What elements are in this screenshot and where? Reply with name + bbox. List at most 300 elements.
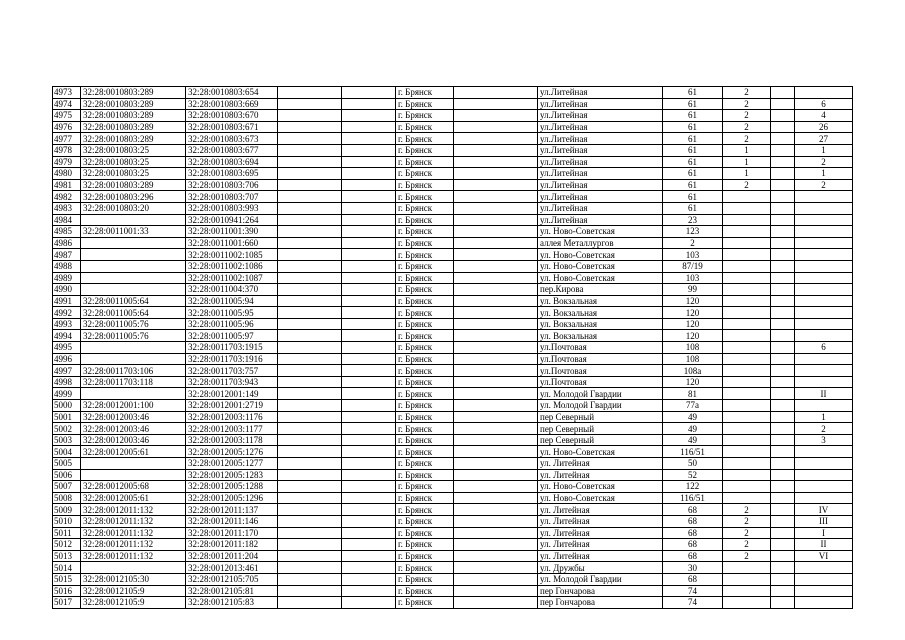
house-number-cell: 108 bbox=[663, 342, 723, 354]
empty-cell bbox=[342, 573, 396, 585]
parent-cadastral-number-cell: 32:28:0012011:132 bbox=[81, 539, 186, 551]
row-number-cell: 5003 bbox=[53, 434, 81, 446]
parent-cadastral-number-cell bbox=[81, 353, 186, 365]
empty-cell bbox=[771, 411, 795, 423]
parent-cadastral-number-cell: 32:28:0011703:118 bbox=[81, 376, 186, 388]
city-cell: г. Брянск bbox=[396, 411, 454, 423]
city-cell: г. Брянск bbox=[396, 400, 454, 412]
cadastral-number-cell: 32:28:0010803:670 bbox=[186, 110, 278, 122]
empty-cell bbox=[342, 237, 396, 249]
street-cell: ул. Литейная bbox=[538, 469, 663, 481]
house-number-cell: 68 bbox=[663, 527, 723, 539]
house-number-cell: 68 bbox=[663, 550, 723, 562]
table-row bbox=[53, 504, 853, 516]
empty-cell bbox=[278, 156, 342, 168]
city-cell: г. Брянск bbox=[396, 144, 454, 156]
row-number-cell: 4980 bbox=[53, 168, 81, 180]
parent-cadastral-number-cell: 32:28:0010803:25 bbox=[81, 156, 186, 168]
street-cell: ул.Почтовая bbox=[538, 376, 663, 388]
street-cell: ул.Литейная bbox=[538, 191, 663, 203]
cadastral-number-cell: 32:28:0011005:97 bbox=[186, 330, 278, 342]
cadastral-number-cell: 32:28:0012005:1276 bbox=[186, 446, 278, 458]
empty-cell bbox=[342, 527, 396, 539]
city-cell: г. Брянск bbox=[396, 376, 454, 388]
room-number-cell: 27 bbox=[795, 133, 853, 145]
cadastral-number-cell: 32:28:0012001:149 bbox=[186, 388, 278, 400]
street-cell: ул. Ново-Советская bbox=[538, 492, 663, 504]
parent-cadastral-number-cell: 32:28:0012005:68 bbox=[81, 481, 186, 493]
house-number-cell: 68 bbox=[663, 504, 723, 516]
city-cell: г. Брянск bbox=[396, 307, 454, 319]
empty-cell bbox=[454, 87, 538, 99]
city-cell: г. Брянск bbox=[396, 550, 454, 562]
cadastral-number-cell: 32:28:0012001:2719 bbox=[186, 400, 278, 412]
city-cell: г. Брянск bbox=[396, 168, 454, 180]
empty-cell bbox=[771, 87, 795, 99]
empty-cell bbox=[454, 573, 538, 585]
parent-cadastral-number-cell bbox=[81, 469, 186, 481]
empty-cell bbox=[454, 353, 538, 365]
table-row bbox=[53, 330, 853, 342]
row-number-cell: 4985 bbox=[53, 226, 81, 238]
street-cell: пер Гончарова bbox=[538, 597, 663, 609]
empty-cell bbox=[771, 318, 795, 330]
table-row bbox=[53, 272, 853, 284]
house-number-cell: 52 bbox=[663, 469, 723, 481]
empty-cell bbox=[771, 423, 795, 435]
room-number-cell bbox=[795, 562, 853, 574]
street-cell: пер Северный bbox=[538, 434, 663, 446]
row-number-cell: 5016 bbox=[53, 585, 81, 597]
floor-cell bbox=[723, 214, 771, 226]
floor-cell bbox=[723, 434, 771, 446]
house-number-cell: 99 bbox=[663, 284, 723, 296]
floor-cell bbox=[723, 376, 771, 388]
house-number-cell: 61 bbox=[663, 144, 723, 156]
registry-sheet bbox=[52, 86, 852, 609]
floor-cell bbox=[723, 272, 771, 284]
city-cell: г. Брянск bbox=[396, 365, 454, 377]
empty-cell bbox=[342, 353, 396, 365]
empty-cell bbox=[278, 562, 342, 574]
parent-cadastral-number-cell: 32:28:0011005:76 bbox=[81, 318, 186, 330]
city-cell: г. Брянск bbox=[396, 249, 454, 261]
floor-cell bbox=[723, 330, 771, 342]
room-number-cell bbox=[795, 492, 853, 504]
street-cell: ул.Литейная bbox=[538, 156, 663, 168]
street-cell: ул.Литейная bbox=[538, 133, 663, 145]
floor-cell bbox=[723, 423, 771, 435]
house-number-cell: 61 bbox=[663, 179, 723, 191]
empty-cell bbox=[278, 527, 342, 539]
empty-cell bbox=[771, 458, 795, 470]
cadastral-number-cell: 32:28:0011005:94 bbox=[186, 295, 278, 307]
empty-cell bbox=[278, 237, 342, 249]
city-cell: г. Брянск bbox=[396, 504, 454, 516]
table-row bbox=[53, 121, 853, 133]
empty-cell bbox=[454, 434, 538, 446]
city-cell: г. Брянск bbox=[396, 562, 454, 574]
table-row bbox=[53, 492, 853, 504]
cadastral-number-cell: 32:28:0012011:146 bbox=[186, 515, 278, 527]
cadastral-number-cell: 32:28:0012105:81 bbox=[186, 585, 278, 597]
empty-cell bbox=[342, 411, 396, 423]
empty-cell bbox=[771, 330, 795, 342]
empty-cell bbox=[278, 260, 342, 272]
empty-cell bbox=[342, 365, 396, 377]
empty-cell bbox=[771, 562, 795, 574]
row-number-cell: 5007 bbox=[53, 481, 81, 493]
empty-cell bbox=[454, 400, 538, 412]
city-cell: г. Брянск bbox=[396, 121, 454, 133]
row-number-cell: 4998 bbox=[53, 376, 81, 388]
table-row bbox=[53, 226, 853, 238]
table-row bbox=[53, 110, 853, 122]
row-number-cell: 4975 bbox=[53, 110, 81, 122]
empty-cell bbox=[278, 423, 342, 435]
empty-cell bbox=[342, 458, 396, 470]
room-number-cell bbox=[795, 87, 853, 99]
empty-cell bbox=[278, 504, 342, 516]
table-row bbox=[53, 168, 853, 180]
house-number-cell: 120 bbox=[663, 295, 723, 307]
floor-cell bbox=[723, 388, 771, 400]
row-number-cell: 4977 bbox=[53, 133, 81, 145]
table-row bbox=[53, 411, 853, 423]
empty-cell bbox=[771, 434, 795, 446]
empty-cell bbox=[454, 469, 538, 481]
cadastral-number-cell: 32:28:0011004:370 bbox=[186, 284, 278, 296]
empty-cell bbox=[278, 226, 342, 238]
floor-cell bbox=[723, 295, 771, 307]
empty-cell bbox=[771, 515, 795, 527]
floor-cell: 2 bbox=[723, 179, 771, 191]
room-number-cell bbox=[795, 191, 853, 203]
city-cell: г. Брянск bbox=[396, 318, 454, 330]
empty-cell bbox=[278, 376, 342, 388]
parent-cadastral-number-cell: 32:28:0012105:9 bbox=[81, 597, 186, 609]
house-number-cell: 74 bbox=[663, 597, 723, 609]
floor-cell bbox=[723, 492, 771, 504]
house-number-cell: 23 bbox=[663, 214, 723, 226]
empty-cell bbox=[342, 144, 396, 156]
house-number-cell: 2 bbox=[663, 237, 723, 249]
empty-cell bbox=[454, 249, 538, 261]
empty-cell bbox=[454, 284, 538, 296]
empty-cell bbox=[454, 388, 538, 400]
street-cell: ул. Ново-Советская bbox=[538, 481, 663, 493]
floor-cell bbox=[723, 585, 771, 597]
house-number-cell: 50 bbox=[663, 458, 723, 470]
cadastral-number-cell: 32:28:0011005:95 bbox=[186, 307, 278, 319]
city-cell: г. Брянск bbox=[396, 388, 454, 400]
table-row bbox=[53, 214, 853, 226]
cadastral-number-cell: 32:28:0012003:1176 bbox=[186, 411, 278, 423]
empty-cell bbox=[278, 284, 342, 296]
empty-cell bbox=[454, 481, 538, 493]
parent-cadastral-number-cell: 32:28:0010803:289 bbox=[81, 179, 186, 191]
empty-cell bbox=[278, 550, 342, 562]
empty-cell bbox=[342, 434, 396, 446]
empty-cell bbox=[342, 295, 396, 307]
parent-cadastral-number-cell: 32:28:0012011:132 bbox=[81, 550, 186, 562]
room-number-cell bbox=[795, 400, 853, 412]
floor-cell: 1 bbox=[723, 156, 771, 168]
parent-cadastral-number-cell: 32:28:0010803:289 bbox=[81, 87, 186, 99]
house-number-cell: 49 bbox=[663, 423, 723, 435]
street-cell: ул. Вокзальная bbox=[538, 330, 663, 342]
room-number-cell: 2 bbox=[795, 156, 853, 168]
street-cell: ул.Литейная bbox=[538, 121, 663, 133]
cadastral-number-cell: 32:28:0011703:757 bbox=[186, 365, 278, 377]
cadastral-number-cell: 32:28:0010803:669 bbox=[186, 98, 278, 110]
floor-cell bbox=[723, 260, 771, 272]
empty-cell bbox=[342, 191, 396, 203]
house-number-cell: 68 bbox=[663, 515, 723, 527]
room-number-cell bbox=[795, 284, 853, 296]
empty-cell bbox=[342, 307, 396, 319]
row-number-cell: 5004 bbox=[53, 446, 81, 458]
empty-cell bbox=[771, 597, 795, 609]
row-number-cell: 5001 bbox=[53, 411, 81, 423]
table-row bbox=[53, 144, 853, 156]
house-number-cell: 103 bbox=[663, 249, 723, 261]
parent-cadastral-number-cell bbox=[81, 214, 186, 226]
floor-cell bbox=[723, 342, 771, 354]
parent-cadastral-number-cell: 32:28:0012003:46 bbox=[81, 411, 186, 423]
room-number-cell: 4 bbox=[795, 110, 853, 122]
house-number-cell: 61 bbox=[663, 121, 723, 133]
house-number-cell: 116/51 bbox=[663, 492, 723, 504]
table-row bbox=[53, 597, 853, 609]
empty-cell bbox=[278, 307, 342, 319]
row-number-cell: 5005 bbox=[53, 458, 81, 470]
table-row bbox=[53, 179, 853, 191]
parent-cadastral-number-cell bbox=[81, 284, 186, 296]
parent-cadastral-number-cell bbox=[81, 458, 186, 470]
empty-cell bbox=[278, 295, 342, 307]
room-number-cell: 2 bbox=[795, 423, 853, 435]
street-cell: пер Северный bbox=[538, 423, 663, 435]
empty-cell bbox=[278, 133, 342, 145]
room-number-cell bbox=[795, 376, 853, 388]
parent-cadastral-number-cell: 32:28:0011703:106 bbox=[81, 365, 186, 377]
empty-cell bbox=[278, 110, 342, 122]
house-number-cell: 49 bbox=[663, 411, 723, 423]
empty-cell bbox=[454, 226, 538, 238]
table-row bbox=[53, 585, 853, 597]
table-row bbox=[53, 400, 853, 412]
empty-cell bbox=[771, 481, 795, 493]
empty-cell bbox=[771, 226, 795, 238]
empty-cell bbox=[771, 573, 795, 585]
property-registry-table bbox=[52, 86, 853, 609]
cadastral-number-cell: 32:28:0011001:390 bbox=[186, 226, 278, 238]
floor-cell bbox=[723, 469, 771, 481]
floor-cell: 2 bbox=[723, 133, 771, 145]
room-number-cell bbox=[795, 214, 853, 226]
table-row bbox=[53, 353, 853, 365]
empty-cell bbox=[342, 481, 396, 493]
room-number-cell: IV bbox=[795, 504, 853, 516]
empty-cell bbox=[454, 121, 538, 133]
room-number-cell: III bbox=[795, 515, 853, 527]
empty-cell bbox=[771, 202, 795, 214]
street-cell: ул. Ново-Советская bbox=[538, 260, 663, 272]
empty-cell bbox=[278, 249, 342, 261]
room-number-cell bbox=[795, 481, 853, 493]
empty-cell bbox=[771, 121, 795, 133]
floor-cell bbox=[723, 307, 771, 319]
house-number-cell: 74 bbox=[663, 585, 723, 597]
row-number-cell: 4984 bbox=[53, 214, 81, 226]
floor-cell bbox=[723, 202, 771, 214]
parent-cadastral-number-cell: 32:28:0012011:132 bbox=[81, 515, 186, 527]
floor-cell bbox=[723, 353, 771, 365]
street-cell: ул.Литейная bbox=[538, 110, 663, 122]
empty-cell bbox=[771, 376, 795, 388]
empty-cell bbox=[771, 191, 795, 203]
empty-cell bbox=[454, 539, 538, 551]
floor-cell bbox=[723, 400, 771, 412]
table-row bbox=[53, 562, 853, 574]
empty-cell bbox=[454, 318, 538, 330]
city-cell: г. Брянск bbox=[396, 539, 454, 551]
empty-cell bbox=[454, 144, 538, 156]
city-cell: г. Брянск bbox=[396, 133, 454, 145]
parent-cadastral-number-cell: 32:28:0012003:46 bbox=[81, 423, 186, 435]
cadastral-number-cell: 32:28:0010803:993 bbox=[186, 202, 278, 214]
parent-cadastral-number-cell: 32:28:0010803:25 bbox=[81, 144, 186, 156]
city-cell: г. Брянск bbox=[396, 446, 454, 458]
row-number-cell: 4982 bbox=[53, 191, 81, 203]
room-number-cell bbox=[795, 272, 853, 284]
cadastral-number-cell: 32:28:0011002:1086 bbox=[186, 260, 278, 272]
room-number-cell: 6 bbox=[795, 98, 853, 110]
empty-cell bbox=[771, 168, 795, 180]
table-row bbox=[53, 376, 853, 388]
empty-cell bbox=[454, 504, 538, 516]
table-row bbox=[53, 573, 853, 585]
city-cell: г. Брянск bbox=[396, 98, 454, 110]
empty-cell bbox=[454, 550, 538, 562]
city-cell: г. Брянск bbox=[396, 202, 454, 214]
room-number-cell bbox=[795, 318, 853, 330]
cadastral-number-cell: 32:28:0012105:83 bbox=[186, 597, 278, 609]
empty-cell bbox=[278, 202, 342, 214]
empty-cell bbox=[454, 214, 538, 226]
empty-cell bbox=[342, 133, 396, 145]
parent-cadastral-number-cell: 32:28:0012001:100 bbox=[81, 400, 186, 412]
city-cell: г. Брянск bbox=[396, 179, 454, 191]
street-cell: ул. Молодой Гвардии bbox=[538, 400, 663, 412]
house-number-cell: 120 bbox=[663, 330, 723, 342]
city-cell: г. Брянск bbox=[396, 110, 454, 122]
empty-cell bbox=[342, 515, 396, 527]
parent-cadastral-number-cell bbox=[81, 272, 186, 284]
empty-cell bbox=[342, 98, 396, 110]
empty-cell bbox=[454, 202, 538, 214]
house-number-cell: 120 bbox=[663, 318, 723, 330]
empty-cell bbox=[454, 168, 538, 180]
empty-cell bbox=[342, 272, 396, 284]
room-number-cell bbox=[795, 260, 853, 272]
empty-cell bbox=[771, 365, 795, 377]
floor-cell: 1 bbox=[723, 144, 771, 156]
street-cell: ул.Литейная bbox=[538, 98, 663, 110]
empty-cell bbox=[278, 411, 342, 423]
empty-cell bbox=[771, 133, 795, 145]
empty-cell bbox=[454, 179, 538, 191]
row-number-cell: 4973 bbox=[53, 87, 81, 99]
empty-cell bbox=[342, 121, 396, 133]
row-number-cell: 4978 bbox=[53, 144, 81, 156]
empty-cell bbox=[278, 539, 342, 551]
empty-cell bbox=[454, 133, 538, 145]
row-number-cell: 5000 bbox=[53, 400, 81, 412]
floor-cell: 1 bbox=[723, 168, 771, 180]
table-row bbox=[53, 260, 853, 272]
empty-cell bbox=[454, 585, 538, 597]
room-number-cell bbox=[795, 458, 853, 470]
row-number-cell: 5006 bbox=[53, 469, 81, 481]
parent-cadastral-number-cell: 32:28:0010803:25 bbox=[81, 168, 186, 180]
house-number-cell: 61 bbox=[663, 110, 723, 122]
parent-cadastral-number-cell bbox=[81, 249, 186, 261]
empty-cell bbox=[454, 110, 538, 122]
room-number-cell: 3 bbox=[795, 434, 853, 446]
empty-cell bbox=[771, 284, 795, 296]
empty-cell bbox=[342, 168, 396, 180]
row-number-cell: 4981 bbox=[53, 179, 81, 191]
house-number-cell: 61 bbox=[663, 168, 723, 180]
street-cell: ул. Ново-Советская bbox=[538, 446, 663, 458]
empty-cell bbox=[278, 179, 342, 191]
empty-cell bbox=[771, 98, 795, 110]
empty-cell bbox=[342, 179, 396, 191]
empty-cell bbox=[454, 597, 538, 609]
street-cell: ул. Ново-Советская bbox=[538, 226, 663, 238]
floor-cell bbox=[723, 365, 771, 377]
empty-cell bbox=[771, 353, 795, 365]
empty-cell bbox=[771, 527, 795, 539]
table-row bbox=[53, 527, 853, 539]
city-cell: г. Брянск bbox=[396, 330, 454, 342]
street-cell: пер Гончарова bbox=[538, 585, 663, 597]
empty-cell bbox=[342, 156, 396, 168]
empty-cell bbox=[771, 469, 795, 481]
room-number-cell: II bbox=[795, 388, 853, 400]
room-number-cell: 1 bbox=[795, 168, 853, 180]
room-number-cell bbox=[795, 365, 853, 377]
empty-cell bbox=[454, 295, 538, 307]
empty-cell bbox=[771, 446, 795, 458]
city-cell: г. Брянск bbox=[396, 191, 454, 203]
row-number-cell: 4988 bbox=[53, 260, 81, 272]
cadastral-number-cell: 32:28:0011703:943 bbox=[186, 376, 278, 388]
empty-cell bbox=[771, 585, 795, 597]
cadastral-number-cell: 32:28:0012011:182 bbox=[186, 539, 278, 551]
empty-cell bbox=[278, 353, 342, 365]
empty-cell bbox=[342, 597, 396, 609]
parent-cadastral-number-cell: 32:28:0012005:61 bbox=[81, 492, 186, 504]
empty-cell bbox=[278, 365, 342, 377]
room-number-cell bbox=[795, 573, 853, 585]
row-number-cell: 4995 bbox=[53, 342, 81, 354]
empty-cell bbox=[342, 260, 396, 272]
city-cell: г. Брянск bbox=[396, 87, 454, 99]
empty-cell bbox=[342, 504, 396, 516]
